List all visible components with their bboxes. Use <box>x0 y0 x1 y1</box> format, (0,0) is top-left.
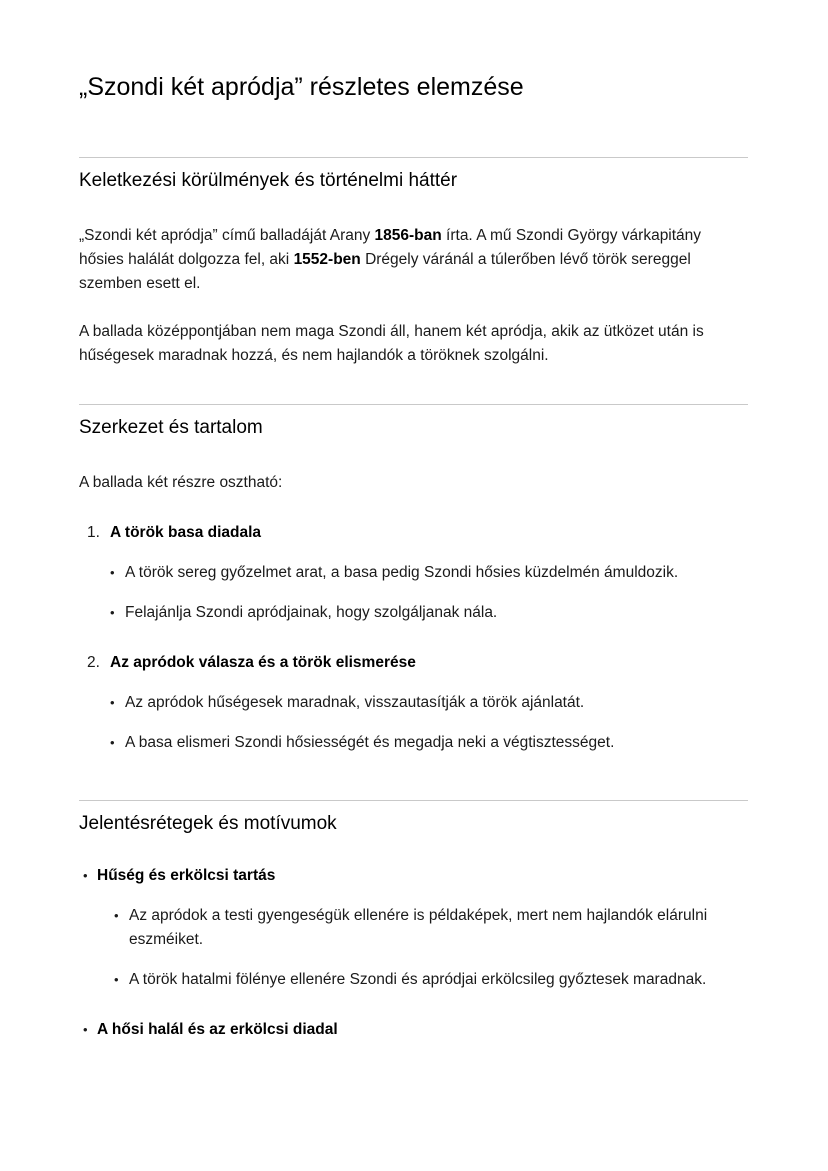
list-item <box>79 521 748 545</box>
list-item-title: A török basa diadala <box>110 523 262 541</box>
section-divider <box>79 404 748 405</box>
section-heading-background: Keletkezési körülmények és történelmi háttér <box>79 170 458 192</box>
paragraph-origin: „Szondi két apródja” című balladáját Arany 1856-ban írta. A mű Szondi György várkapitány hősies halálát dolgozza fel, aki 1552-ben Drégely váránál a túlerőben lévő török sereggel szemben esett el. <box>79 227 702 293</box>
bullet-marker: • <box>114 907 119 923</box>
list-item-title: Az apródok válasza és a török elismerése <box>110 653 416 671</box>
list-item-title: A hősi halál és az erkölcsi diadal <box>97 1020 338 1038</box>
list-item-title: Hűség és erkölcsi tartás <box>97 866 276 884</box>
list-item <box>83 864 748 888</box>
page-title: „Szondi két apródja” részletes elemzése <box>79 73 524 101</box>
bullet-text: A török sereg győzelmet arat, a basa pedig Szondi hősies küzdelmén ámuldozik. <box>125 563 679 581</box>
bullet-marker: • <box>83 1021 88 1037</box>
list-item <box>110 601 748 625</box>
sub-bullet-list <box>114 904 748 992</box>
bullet-marker: • <box>110 735 115 751</box>
bullet-text: A török hatalmi fölénye ellenére Szondi és apródjai erkölcsileg győztesek maradnak. <box>129 970 707 988</box>
list-item <box>110 561 748 585</box>
bullet-marker: • <box>110 694 115 710</box>
section-heading-structure: Szerkezet és tartalom <box>79 417 263 439</box>
bullet-marker: • <box>83 867 88 883</box>
bullet-text: Felajánlja Szondi apródjainak, hogy szolgáljanak nála. <box>125 603 498 621</box>
list-item <box>110 691 748 715</box>
sub-bullet-list <box>110 561 748 625</box>
paragraph-structure-intro: A ballada két részre osztható: <box>79 473 283 491</box>
section-heading-meaning: Jelentésrétegek és motívumok <box>79 813 337 835</box>
list-number: 2. <box>87 653 100 671</box>
bullet-text: A basa elismeri Szondi hősiességét és megadja neki a végtisztességet. <box>125 734 615 752</box>
section-divider <box>79 800 748 801</box>
list-item <box>114 904 748 952</box>
bullet-marker: • <box>110 564 115 580</box>
list-item <box>110 731 748 755</box>
list-item <box>79 651 748 675</box>
section-divider <box>79 157 748 158</box>
bullet-marker: • <box>110 604 115 620</box>
list-number: 1. <box>87 523 100 541</box>
paragraph-focus: A ballada középpontjában nem maga Szondi áll, hanem két apródja, akik az ütközet után is hűségesek maradnak hozzá, és nem hajlandók a töröknek szolgálni. <box>79 323 704 365</box>
numbered-list <box>79 521 748 755</box>
list-item <box>114 968 748 992</box>
sub-bullet-list <box>110 691 748 755</box>
bullet-marker: • <box>114 971 119 987</box>
bullet-text: Az apródok hűségesek maradnak, visszautasítják a török ajánlatát. <box>125 693 585 711</box>
bullet-text: Az apródok a testi gyengeségük ellenére is példaképek, mert nem hajlandók elárulni eszméiket. <box>129 906 708 948</box>
list-item <box>83 1018 748 1042</box>
bullet-list <box>83 864 748 1042</box>
